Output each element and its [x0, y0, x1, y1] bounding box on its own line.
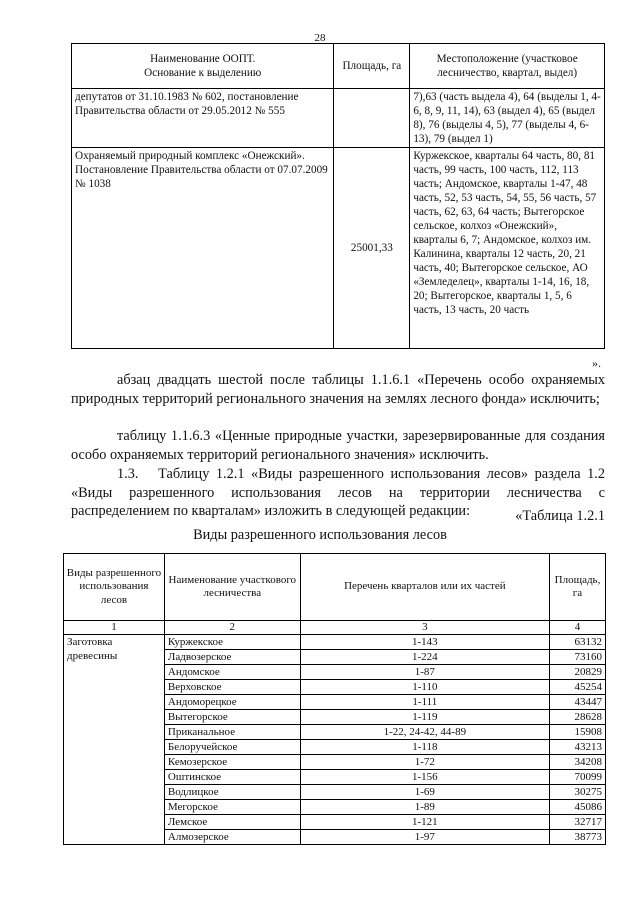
paragraph-3: 1.3. Таблицу 1.2.1 «Виды разрешенного использования лесов» раздела 1.2 «Виды разрешенного использования лесов на территории лесничества с распределением по кварталам» изложить в следующей редакции: [71, 466, 605, 519]
area-cell: 32717 [550, 815, 606, 830]
column-number: 4 [550, 621, 606, 635]
usage-table [63, 553, 606, 845]
column-number: 1 [64, 621, 165, 635]
oopt-name-line2: Постановление Правительства области от 07.07.2009 № 1038 [75, 164, 328, 190]
paragraph-2: таблицу 1.1.6.3 «Ценные природные участки, зарезервированные для создания особо охраняемых территорий регионального значения» исключить. [71, 428, 605, 463]
oopt-name: депутатов от 31.10.1983 № 602, постановление Правительства области от 29.05.2012 № 555 [72, 89, 334, 148]
area-cell: 73160 [550, 650, 606, 665]
area-cell: 70099 [550, 770, 606, 785]
area-cell: 15908 [550, 725, 606, 740]
quarters-cell: 1-156 [300, 770, 549, 785]
area-cell: 20829 [550, 665, 606, 680]
area-cell: 28628 [550, 710, 606, 725]
header-name-line2: Основание к выделению [144, 67, 262, 79]
oopt-location: 7),63 (часть выдела 4), 64 (выделы 1, 4-6, 8, 9, 11, 14), 63 (выдел 4), 65 (выдел 8), 76 (выделы 4, 5), 77 (выделы 4, 6-13), 79 (выдел 1) [410, 89, 605, 148]
usage-table-header [64, 554, 606, 621]
quarters-cell: 1-69 [300, 785, 549, 800]
oopt-area [334, 89, 410, 148]
forestry-cell: Ладвозерское [164, 650, 300, 665]
area-cell: 43213 [550, 740, 606, 755]
oopt-name [72, 148, 334, 349]
quarters-cell: 1-87 [300, 665, 549, 680]
area-cell: 43447 [550, 695, 606, 710]
quarters-cell: 1-72 [300, 755, 549, 770]
forestry-cell: Алмозерское [164, 830, 300, 845]
table-row [72, 148, 605, 349]
header-location: Местоположение (участковое лесничество, квартал, выдел) [410, 44, 605, 89]
forestry-cell: Лемское [164, 815, 300, 830]
oopt-location: Куржекское, кварталы 64 часть, 80, 81 часть, 99 часть, 100 часть, 112, 113 часть; Андомское, кварталы 1-47, 48 часть, 52, 53 часть, 54, 55, 56 часть, 57 часть, 62, 63, 64 часть; Вытегорское сельское, колхоз «Онежский», кварталы 6, 7; Андомское, колхоз им. Калинина, кварталы 12 часть, 20, 21 часть, 40; Вытегорское сельское, АО «Земледелец», кварталы 1-14, 16, 18, 20; Вытегорское, кварталы 1, 5, 6 часть, 13 часть, 20 часть [410, 148, 605, 349]
forestry-cell: Куржекское [164, 635, 300, 650]
table-reference: «Таблица 1.2.1 [515, 508, 605, 524]
paragraph-1: абзац двадцать шестой после таблицы 1.1.6.1 «Перечень особо охраняемых природных территорий регионального значения на землях лесного фонда» исключить; [71, 372, 605, 407]
oopt-area: 25001,33 [334, 148, 410, 349]
area-cell: 34208 [550, 755, 606, 770]
forestry-cell: Верховское [164, 680, 300, 695]
end-quote: ». [592, 356, 601, 370]
forestry-cell: Приканальное [164, 725, 300, 740]
oopt-table [71, 43, 605, 349]
quarters-cell: 1-111 [300, 695, 549, 710]
quarters-cell: 1-110 [300, 680, 549, 695]
quarters-cell: 1-121 [300, 815, 549, 830]
column-numbers-row [64, 621, 606, 635]
oopt-name-line1: Охраняемый природный комплекс «Онежский». [75, 150, 305, 162]
header-name-line1: Наименование ООПТ. [150, 53, 256, 65]
forestry-cell: Андомское [164, 665, 300, 680]
area-cell: 45086 [550, 800, 606, 815]
area-cell: 45254 [550, 680, 606, 695]
header-name [72, 44, 334, 89]
header-quarters: Перечень кварталов или их частей [300, 554, 549, 621]
quarters-cell: 1-143 [300, 635, 549, 650]
table-row [72, 89, 605, 148]
quarters-cell: 1-22, 24-42, 44-89 [300, 725, 549, 740]
header-forestry: Наименование участкового лесничества [164, 554, 300, 621]
table-caption: Виды разрешенного использования лесов [193, 527, 447, 543]
forestry-cell: Мегорское [164, 800, 300, 815]
header-area: Площадь, га [334, 44, 410, 89]
column-number: 3 [300, 621, 549, 635]
header-use-type: Виды разрешенного использования лесов [64, 554, 165, 621]
area-cell: 63132 [550, 635, 606, 650]
forestry-cell: Андоморецкое [164, 695, 300, 710]
column-number: 2 [164, 621, 300, 635]
header-area: Площадь, га [550, 554, 606, 621]
oopt-table-header [72, 44, 605, 89]
area-cell: 38773 [550, 830, 606, 845]
quarters-cell: 1-224 [300, 650, 549, 665]
quarters-cell: 1-119 [300, 710, 549, 725]
quarters-cell: 1-97 [300, 830, 549, 845]
use-type-cell: Заготовка древесины [64, 635, 165, 845]
area-cell: 30275 [550, 785, 606, 800]
forestry-cell: Водлицкое [164, 785, 300, 800]
quarters-cell: 1-89 [300, 800, 549, 815]
table-row [64, 635, 606, 650]
forestry-cell: Оштинское [164, 770, 300, 785]
quarters-cell: 1-118 [300, 740, 549, 755]
forestry-cell: Вытегорское [164, 710, 300, 725]
forestry-cell: Белоручейское [164, 740, 300, 755]
forestry-cell: Кемозерское [164, 755, 300, 770]
page-number: 28 [314, 32, 326, 44]
